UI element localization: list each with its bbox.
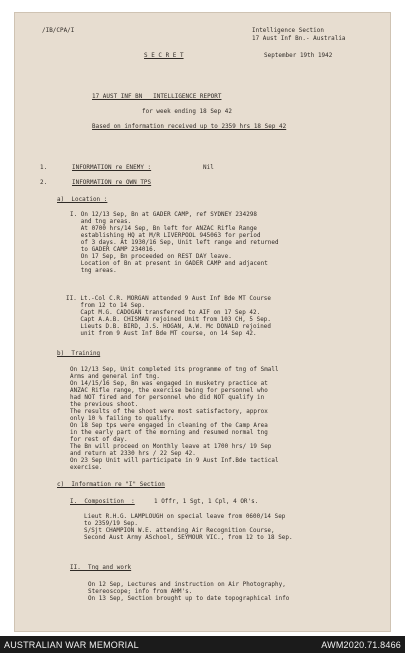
text-line: II. Lt.-Col C.R. MORGAN attended 9 Aust Inf Bde MT Course — [66, 296, 271, 302]
text-line: Lieut R.H.G. LAMPLOUGH on special leave from 0600/14 Sep — [84, 514, 286, 520]
text-line: exercise. — [70, 465, 103, 471]
report-basis: Based on information received up to 2359 hrs 18 Sep 42 — [92, 124, 287, 130]
footer-source: AUSTRALIAN WAR MEMORIAL — [4, 640, 139, 650]
text-line: At 0700 hrs/14 Sep, Bn left for ANZAC Rifle Range — [70, 226, 258, 232]
text-line: and return at 2330 hrs / 22 Sep 42. — [70, 451, 196, 457]
text-line: The Bn will proceed on Monthly leave at 1700 hrs/ 19 Sep — [70, 444, 272, 450]
text-line: establishing HQ at M/R LIVERPOOL 945063 for period — [70, 233, 261, 239]
report-date: September 19th 1942 — [264, 53, 333, 59]
section-1-heading: INFORMATION re ENEMY : — [72, 165, 152, 171]
text-line: of 3 days. At 1930/16 Sep, Unit left range and returned — [70, 240, 279, 246]
report-period: for week ending 18 Sep 42 — [142, 109, 232, 115]
text-line: in the early part of the morning and resumed normal tng — [70, 430, 268, 436]
text-line: Lieuts D.B. BIRD, J.S. HOGAN, A.W. Mc DONALD rejoined — [66, 324, 271, 330]
section-1-number: 1. — [40, 165, 48, 171]
text-line: On 12/13 Sep, Unit completed its programme of tng of Small — [70, 367, 279, 373]
text-line: Capt A.A.B. CHISMAN rejoined Unit from 103 CH, 5 Sep. — [66, 317, 271, 323]
text-line: S/Sjt CHAMPION W.E. attending Air Recognition Course, — [84, 528, 275, 534]
text-line: unit from 9 Aust Inf Bde MT course, on 14 Sep 42. — [66, 331, 257, 337]
text-line: On 23 Sep Unit will participate in 9 Aust Inf.Bde tactical — [70, 458, 279, 464]
text-line: only 10 % failing to qualify. — [70, 416, 175, 422]
text-line: On 14/15/16 Sep, Bn was engaged in musketry practice at — [70, 381, 268, 387]
section-1-value: Nil — [203, 165, 214, 171]
text-line: I. On 12/13 Sep, Bn at GADER CAMP, ref SYDNEY 234298 — [70, 212, 258, 218]
i-section-label: c) Information re "I" Section — [57, 482, 165, 488]
text-line: Location of Bn at present in GADER CAMP and adjacent — [70, 261, 268, 267]
training-label: b) Training — [57, 351, 101, 357]
text-line: to 2359/19 Sep. — [84, 521, 138, 527]
location-label: a) Location : — [57, 197, 108, 203]
footer-bar — [0, 636, 405, 653]
text-line: ANZAC Rifle range, the exercise being for personnel who — [70, 388, 268, 394]
composition-value: 1 Offr, 1 Sgt, 1 Cpl, 4 OR's. — [154, 499, 259, 505]
text-line: Capt M.G. CADOGAN transferred to AIF on 17 Sep 42. — [66, 310, 261, 316]
text-line: to GADER CAMP 234016. — [70, 247, 157, 253]
footer-accession-number: AWM2020.71.8466 — [321, 640, 401, 650]
tng-work-label: II. Tng and work — [70, 565, 132, 571]
section-2-heading: INFORMATION re OWN TPS — [72, 180, 152, 186]
org-line-1: Intelligence Section — [252, 28, 324, 34]
text-line: for rest of day. — [70, 437, 128, 443]
text-line: and tng areas. — [70, 219, 132, 225]
text-line: On 13 Sep, Section brought up to date topographical info — [88, 596, 290, 602]
text-line: Stereoscope; info from AHM's. — [88, 589, 193, 595]
document-page — [14, 12, 391, 632]
text-line: On 18 Sep tps were engaged in cleaning of the Camp Area — [70, 423, 268, 429]
org-line-2: 17 Aust Inf Bn.- Australia — [252, 36, 346, 42]
section-2-number: 2. — [40, 180, 48, 186]
classification: S E C R E T — [144, 53, 184, 59]
text-line: from 12 to 14 Sep. — [66, 303, 146, 309]
text-line: the previous shoot. — [70, 402, 139, 408]
reference-code: /IB/CPA/I — [42, 28, 75, 34]
text-line: had NOT fired and for personnel who did NOT qualify in — [70, 395, 265, 401]
composition-label: I. Composition : — [70, 499, 135, 505]
report-title: 17 AUST INF BN INTELLIGENCE REPORT — [92, 94, 222, 100]
text-line: The results of the shoot were most satisfactory, approx — [70, 409, 268, 415]
text-line: On 12 Sep, Lectures and instruction on Air Photography, — [88, 582, 286, 588]
text-line: Arms and general inf tng. — [70, 374, 160, 380]
text-line: Second Aust Army ASchool, SEYMOUR VIC., from 12 to 18 Sep. — [84, 535, 293, 541]
text-line: On 17 Sep, Bn proceeded on REST DAY leave. — [70, 254, 232, 260]
text-line: tng areas. — [70, 268, 117, 274]
